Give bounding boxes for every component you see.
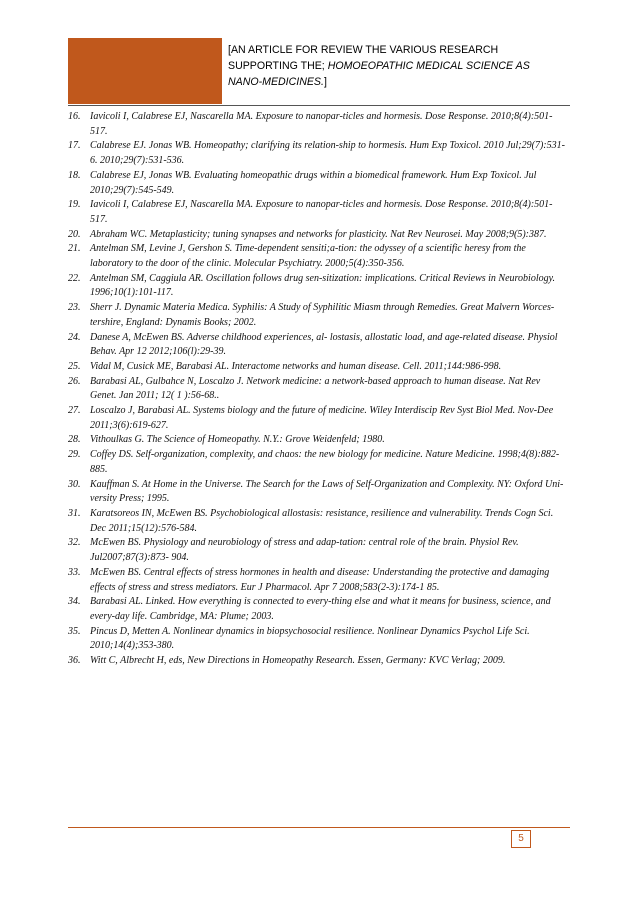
reference-item: [68, 375, 568, 404]
reference-number: 23.: [68, 302, 81, 314]
reference-item: [68, 272, 568, 301]
reference-item: [68, 448, 568, 477]
reference-number: 35.: [68, 625, 81, 637]
reference-text: Barabasi AL, Gulbahce N, Loscalzo J. Network medicine: a network-based approach to human disease. Nat Rev Genet. Jan 2011; 12( 1 ):56-68..: [90, 375, 541, 402]
header-accent-block: [68, 38, 222, 104]
reference-text: Antelman SM, Levine J, Gershon S. Time-dependent sensiti;a-tion: the odyssey of a scientific heresy from the laboratory to the door of the clinic. Molecular Psychiatry. 2000;5(4):350-356.: [90, 243, 526, 270]
reference-item: [68, 360, 568, 375]
reference-text: Coffey DS. Self-organization, complexity, and chaos: the new biology for medicine. Nature Medicine. 1998;4(8):882-885.: [90, 449, 560, 475]
reference-item: [68, 625, 568, 654]
reference-text: McEwen BS. Central effects of stress hormones in health and disease: Understanding the protective and damaging effects of stress and stress mediators. Eur J Pharmacol. Apr 7 2008;583(2-3):174-1 85.: [90, 566, 550, 593]
reference-item: [68, 169, 568, 198]
reference-text: Antelman SM, Caggiula AR. Oscillation follows drug sen-sitization: implications. Critical Reviews in Neurobiology. 1996;10(1):101-117.: [90, 272, 555, 299]
reference-item: [68, 242, 568, 271]
reference-number: 28.: [68, 434, 81, 446]
reference-text: Pincus D, Metten A. Nonlinear dynamics in biopsychosocial resilience. Nonlinear Dynamics Psychol Life Sci. 2010;14(4);353-380.: [90, 625, 530, 652]
reference-text: Karatsoreos IN, McEwen BS. Psychobiological allostasis: resistance, resilience and vulnerability. Trends Cogn Sci. Dec 2011;15(12):576-584.: [90, 507, 554, 534]
reference-number: 24.: [68, 331, 81, 343]
reference-number: 17.: [68, 140, 81, 152]
reference-number: 22.: [68, 272, 81, 284]
reference-text: Kauffman S. At Home in the Universe. The Search for the Laws of Self-Organization and Complexity. NY: Oxford Uni-versity Press; 1995.: [90, 478, 564, 505]
reference-text: Barabasi AL. Linked. How everything is connected to every-thing else and what it means for business, science, and every-day life. Cambridge, MA: Plume; 2003.: [90, 596, 551, 622]
reference-text: McEwen BS. Physiology and neurobiology of stress and adap-tation: central role of the brain. Physiol Rev. Jul2007;87(3):873- 904.: [90, 537, 519, 564]
reference-list: [68, 110, 568, 669]
reference-text: Sherr J. Dynamic Materia Medica. Syphilis: A Study of Syphilitic Miasm through Remedies. Great Malvern Worces-tershire, England: Dynamis Books; 2002.: [90, 302, 555, 328]
reference-number: 26.: [68, 375, 81, 387]
reference-number: 25.: [68, 360, 81, 372]
reference-item: [68, 566, 568, 595]
reference-number: 29.: [68, 449, 81, 461]
page-number: 5: [511, 830, 531, 848]
reference-item: [68, 654, 568, 669]
reference-number: 36.: [68, 655, 81, 667]
running-header: [228, 42, 578, 90]
reference-number: 21.: [68, 243, 81, 255]
reference-item: [68, 433, 568, 448]
header-line-3: NANO-MEDICINES.]: [228, 76, 327, 88]
reference-number: 33.: [68, 566, 81, 578]
reference-text: Witt C, Albrecht H, eds, New Directions in Homeopathy Research. Essen, Germany: KVC Verlag; 2009.: [90, 655, 506, 667]
reference-text: Vithoulkas G. The Science of Homeopathy. N.Y.: Grove Weidenfeld; 1980.: [90, 434, 385, 446]
reference-number: 16.: [68, 111, 81, 122]
reference-text: Vidal M, Cusick ME, Barabasi AL. Interactome networks and human disease. Cell. 2011;144:986-998.: [90, 360, 502, 372]
footer-divider: [68, 827, 570, 828]
reference-number: 20.: [68, 228, 81, 240]
reference-text: Iavicoli I, Calabrese EJ, Nascarella MA. Exposure to nanopar-ticles and hormesis. Dose Response. 2010;8(4):501-517.: [90, 199, 553, 225]
reference-text: Calabrese EJ. Jonas WB. Homeopathy; clarifying its relation-ship to hormesis. Hum Exp Toxicol. 2010 Jul;29(7):531-6. 2010;29(7):531-536.: [90, 140, 565, 167]
reference-item: [68, 139, 568, 168]
reference-item: [68, 404, 568, 433]
reference-number: 19.: [68, 199, 81, 211]
reference-text: Loscalzo J, Barabasi AL. Systems biology and the future of medicine. Wiley Interdiscip Rev Syst Biol Med. Nov-Dee 2011;3(6):619-627.: [90, 405, 554, 431]
reference-item: [68, 507, 568, 536]
reference-item: [68, 478, 568, 507]
header-line-2: SUPPORTING THE; HOMOEOPATHIC MEDICAL SCIENCE AS: [228, 60, 530, 72]
reference-item: [68, 301, 568, 330]
reference-item: [68, 595, 568, 624]
reference-text: Abraham WC. Metaplasticity; tuning synapses and networks for plasticity. Nat Rev Neurosei. May 2008;9(5):387.: [90, 228, 547, 240]
reference-number: 30.: [68, 478, 81, 490]
reference-item: [68, 536, 568, 565]
reference-number: 32.: [68, 537, 81, 549]
header-line-1: [AN ARTICLE FOR REVIEW THE VARIOUS RESEARCH: [228, 44, 499, 56]
header-divider: [68, 105, 570, 106]
reference-item: [68, 228, 568, 243]
reference-item: [68, 110, 568, 139]
reference-item: [68, 198, 568, 227]
reference-number: 34.: [68, 596, 81, 608]
reference-text: Calabrese EJ, Jonas WB. Evaluating homeopathic drugs within a biomedical framework. Hum Exp Toxicol. Jul 2010;29(7):545-549.: [90, 169, 537, 196]
reference-text: Danese A, McEwen BS. Adverse childhood experiences, al- lostasis, allostatic load, and age-related disease. Physiol Behav. Apr 12 2012;106(l):29-39.: [90, 331, 558, 358]
reference-number: 18.: [68, 169, 81, 181]
reference-text: Iavicoli I, Calabrese EJ, Nascarella MA. Exposure to nanopar-ticles and hormesis. Dose Response. 2010;8(4):501-517.: [90, 111, 553, 137]
reference-item: [68, 331, 568, 360]
reference-number: 27.: [68, 405, 81, 417]
reference-number: 31.: [68, 507, 81, 519]
